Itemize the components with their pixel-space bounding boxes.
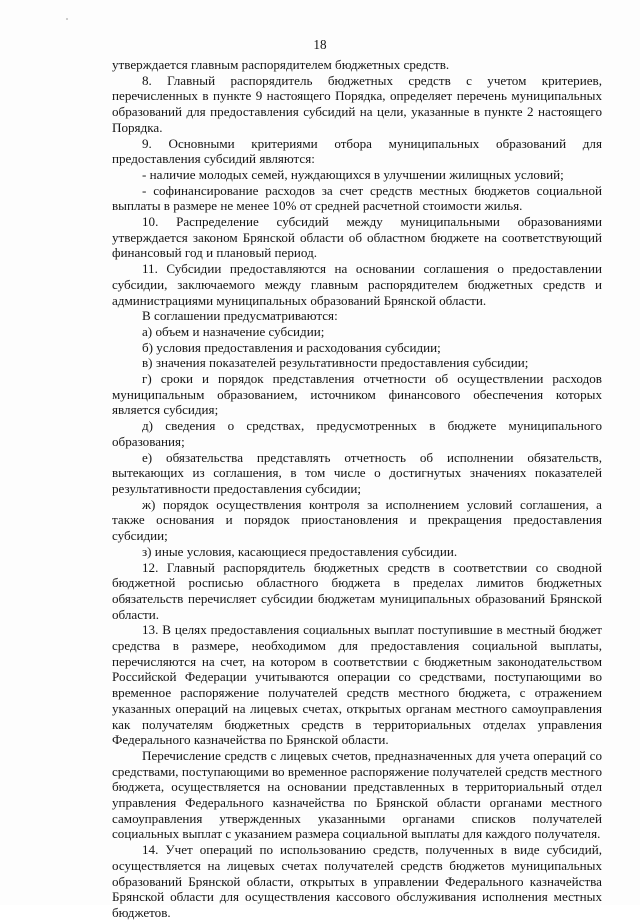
paragraph: г) сроки и порядок представления отчетности об осуществлении расходов муниципальным образованием, источником финансового обеспечения которых является субсидия;	[112, 371, 602, 418]
paragraph: е) обязательства представлять отчетность об исполнении обязательств, вытекающих из соглашения, в том числе о достигнутых значениях показателей результативности предоставления субсидии;	[112, 449, 602, 496]
paragraph: в) значения показателей результативности предоставления субсидии;	[142, 355, 529, 371]
paragraph: - софинансирование расходов за счет средств местных бюджетов социальной выплаты в размере не менее 10% от средней расчетной стоимости жилья.	[112, 182, 602, 214]
paragraph: 8. Главный распорядитель бюджетных средств с учетом критериев, перечисленных в пункте 9 настоящего Порядка, определяет перечень муниципальных образований для предоставления субсидий на цели, указанные в пункте 2 настоящего Порядка.	[112, 72, 602, 135]
paragraph: утверждается главным распорядителем бюджетных средств.	[112, 57, 450, 72]
paragraph: з) иные условия, касающиеся предоставления субсидии.	[142, 543, 458, 559]
paragraph: 10. Распределение субсидий между муниципальными образованиями утверждается законом Брянской области об областном бюджете на соответствующий финансовый год и плановый период.	[112, 214, 602, 261]
page-number: 18	[313, 37, 327, 52]
paragraph: - наличие молодых семей, нуждающихся в улучшении жилищных условий;	[142, 166, 564, 182]
paragraph: 12. Главный распорядитель бюджетных средств в соответствии со сводной бюджетной росписью областного бюджета в пределах лимитов бюджетных обязательств перечисляет субсидии бюджетам муниципальных образований Брянской области.	[112, 559, 602, 622]
paragraph: 11. Субсидии предоставляются на основании соглашения о предоставлении субсидии, заключаемого между главным распорядителем бюджетных средств и администрациями муниципальных образований Брянской области.	[112, 261, 602, 308]
paragraph: ж) порядок осуществления контроля за исполнением условий соглашения, а также основания и порядок приостановления и прекращения предоставления субсидии;	[112, 496, 602, 544]
paragraph: В соглашении предусматриваются:	[142, 308, 338, 324]
paragraph: б) условия предоставления и расходования субсидии;	[142, 339, 441, 355]
paragraph: 9. Основными критериями отбора муниципальных образований для предоставления субсидий являются:	[112, 135, 602, 167]
paragraph: а) объем и назначение субсидии;	[142, 323, 325, 339]
paragraph: 13. В целях предоставления социальных выплат поступившие в местный бюджет средства в размере, необходимом для предоставления социальной выплаты, перечисляются на счет, на котором в соответствии с бюджетным законодательством Российской Федерации учитываются операции со средствами, поступающими во временное распоряжение получателей средств местного бюджета, с отражением указанных операций на лицевых счетах, открытых органам местного самоуправления как получателям бюджетных средств в территориальных отделах управления Федерального казначейства по Брянской области.	[112, 622, 602, 748]
paragraph: д) сведения о средствах, предусмотренных в бюджете муниципального образования;	[112, 418, 602, 449]
document-body	[112, 57, 602, 921]
scan-speck	[66, 18, 68, 20]
paragraph: Перечисление средств с лицевых счетов, предназначенных для учета операций со средствами, поступающими во временное распоряжение получателей средств местного бюджета, осуществляется на основании представленных в территориальный отдел управления Федерального казначейства по Брянской области органами местного самоуправления утвержденных указанными органами списков получателей социальных выплат с указанием размера социальной выплаты для каждого получателя.	[112, 747, 602, 842]
paragraph: 14. Учет операций по использованию средств, полученных в виде субсидий, осуществляется на лицевых счетах получателей средств бюджетов муниципальных образований Брянской области, открытых в управлении Федерального казначейства Брянской области для осуществления кассового обслуживания исполнения местных бюджетов.	[112, 842, 602, 920]
